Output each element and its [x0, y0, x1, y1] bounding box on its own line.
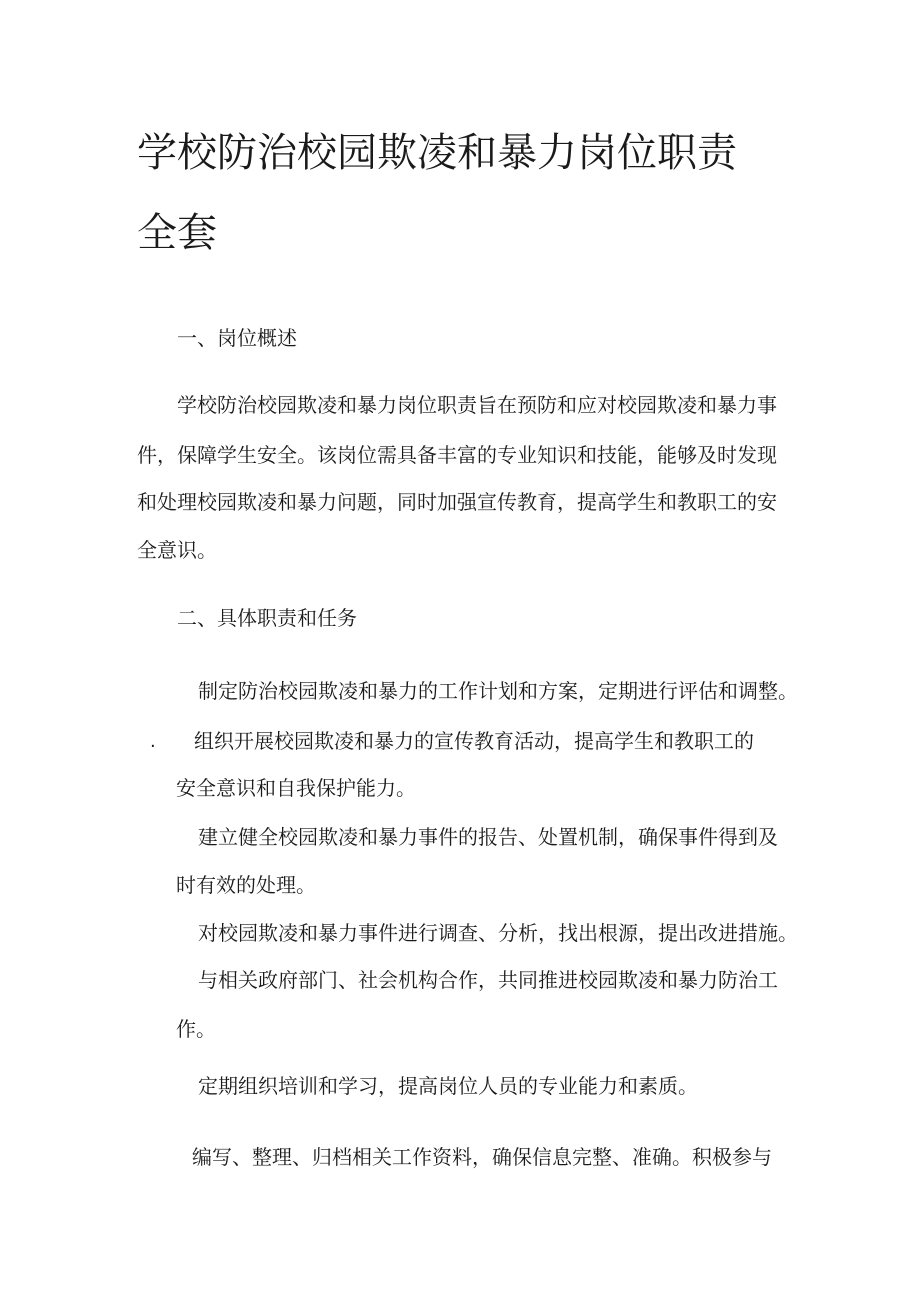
section-1-paragraph-line: 件，保障学生安全。该岗位需具备丰富的专业知识和技能，能够及时发现 — [137, 443, 777, 467]
duty-item-5-line-1: 与相关政府部门、社会机构合作，共同推进校园欺凌和暴力防治工 — [198, 968, 778, 992]
document-title-line-2: 全套 — [137, 210, 217, 256]
duty-item-5-line-2: 作。 — [176, 1017, 216, 1041]
duty-item-2-line-1: 组织开展校园欺凌和暴力的宣传教育活动，提高学生和教职工的 — [194, 729, 754, 753]
document-title-line-1: 学校防治校园欺凌和暴力岗位职责 — [137, 130, 737, 176]
duty-item-7: 编写、整理、归档相关工作资料，确保信息完整、准确。积极参与 — [192, 1145, 772, 1169]
duty-item-4: 对校园欺凌和暴力事件进行调查、分析，找出根源，提出改进措施。 — [198, 921, 798, 945]
section-1-paragraph-line: 和处理校园欺凌和暴力问题，同时加强宣传教育，提高学生和教职工的安 — [137, 490, 777, 514]
section-1-paragraph-line: 全意识。 — [137, 538, 217, 562]
section-2-heading: 二、具体职责和任务 — [177, 606, 357, 630]
duty-item-3-line-2: 时有效的处理。 — [176, 873, 316, 897]
section-1-heading: 一、岗位概述 — [177, 326, 297, 350]
list-marker: . — [150, 731, 156, 752]
duty-item-1: 制定防治校园欺凌和暴力的工作计划和方案，定期进行评估和调整。 — [198, 679, 798, 703]
section-1-paragraph-line: 学校防治校园欺凌和暴力岗位职责旨在预防和应对校园欺凌和暴力事 — [177, 393, 777, 417]
duty-item-6: 定期组织培训和学习，提高岗位人员的专业能力和素质。 — [198, 1074, 698, 1098]
duty-item-3-line-1: 建立健全校园欺凌和暴力事件的报告、处置机制，确保事件得到及 — [198, 825, 778, 849]
duty-item-2-line-2: 安全意识和自我保护能力。 — [176, 776, 416, 800]
